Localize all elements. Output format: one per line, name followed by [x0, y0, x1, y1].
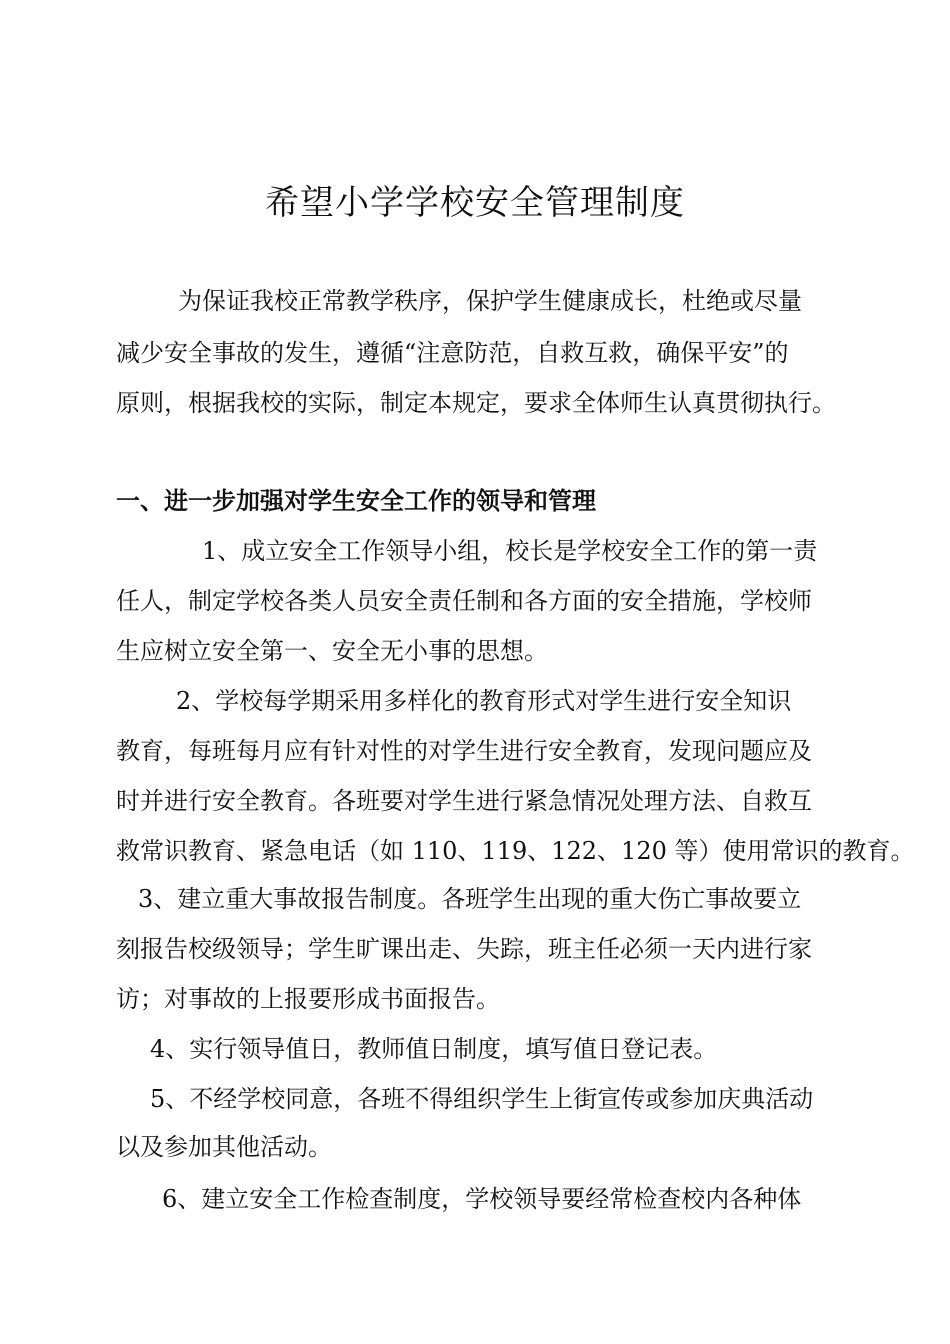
paragraph-line: 任人，制定学校各类人员安全责任制和各方面的安全措施，学校师	[116, 587, 812, 615]
paragraph-line: 救常识教育、紧急电话（如 110、119、122、120 等）使用常识的教育。	[116, 837, 915, 865]
paragraph-line: 3、建立重大事故报告制度。各班学生出现的重大伤亡事故要立	[138, 885, 802, 913]
paragraph-line: 6、建立安全工作检查制度，学校领导要经常检查校内各种体	[162, 1185, 802, 1213]
intro-line: 原则，根据我校的实际，制定本规定，要求全体师生认真贯彻执行。	[116, 389, 836, 417]
paragraph-line: 以及参加其他活动。	[116, 1133, 332, 1161]
paragraph-line: 5、不经学校同意，各班不得组织学生上街宣传或参加庆典活动	[150, 1085, 814, 1113]
intro-line: 减少安全事故的发生，遵循“注意防范，自救互救，确保平安”的	[116, 339, 789, 367]
paragraph-line: 2、学校每学期采用多样化的教育形式对学生进行安全知识	[176, 687, 792, 715]
document-title: 希望小学学校安全管理制度	[265, 183, 685, 223]
paragraph-line: 刻报告校级领导；学生旷课出走、失踪，班主任必须一天内进行家	[116, 935, 812, 963]
paragraph-line: 4、实行领导值日，教师值日制度，填写值日登记表。	[150, 1035, 718, 1063]
intro-line: 为保证我校正常教学秩序，保护学生健康成长，杜绝或尽量	[178, 287, 802, 315]
section-heading: 一、进一步加强对学生安全工作的领导和管理	[116, 487, 596, 515]
paragraph-line: 生应树立安全第一、安全无小事的思想。	[116, 637, 548, 665]
paragraph-line: 教育，每班每月应有针对性的对学生进行安全教育，发现问题应及	[116, 737, 812, 765]
paragraph-line: 1、成立安全工作领导小组，校长是学校安全工作的第一责	[202, 537, 818, 565]
paragraph-line: 时并进行安全教育。各班要对学生进行紧急情况处理方法、自救互	[116, 787, 812, 815]
paragraph-line: 访；对事故的上报要形成书面报告。	[116, 985, 500, 1013]
